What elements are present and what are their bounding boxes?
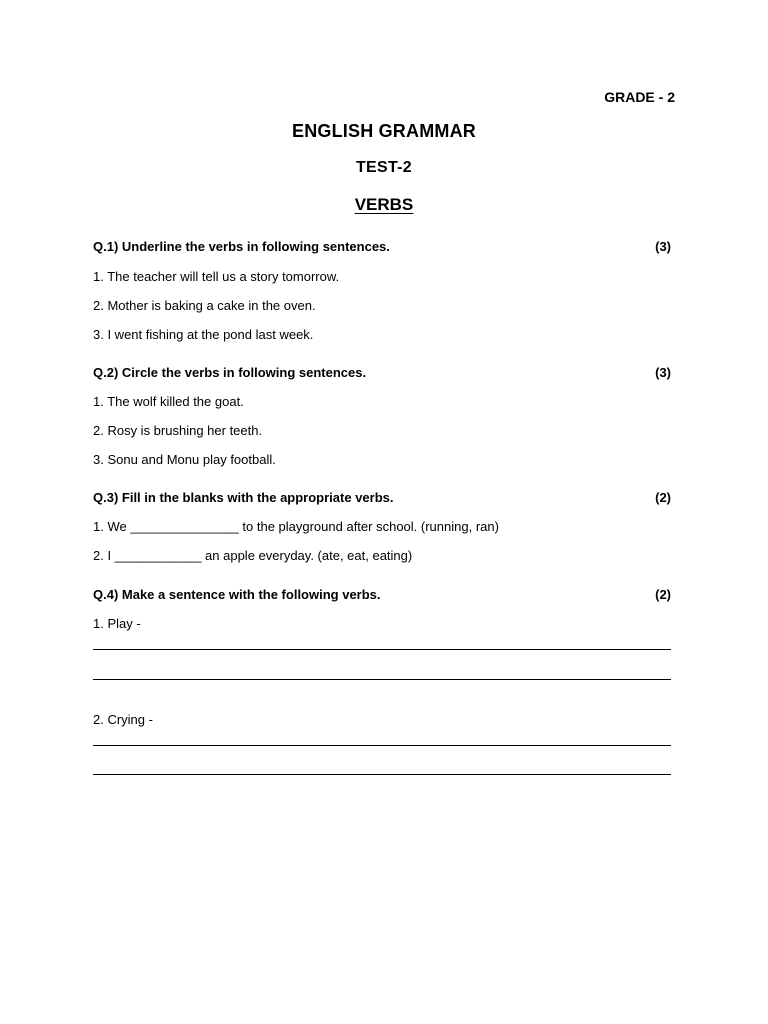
answer-line	[93, 774, 671, 775]
question-2-item: 3. Sonu and Monu play football.	[93, 452, 276, 467]
question-1-item: 3. I went fishing at the pond last week.	[93, 327, 314, 342]
topic-heading	[0, 195, 768, 215]
question-2-heading: Q.2) Circle the verbs in following sentences.	[93, 365, 367, 380]
question-3-heading: Q.3) Fill in the blanks with the appropriate verbs.	[93, 490, 394, 505]
question-2-marks: (3)	[655, 365, 671, 380]
grade-label: GRADE - 2	[604, 89, 675, 105]
answer-line	[93, 679, 671, 680]
question-1-item: 2. Mother is baking a cake in the oven.	[93, 298, 316, 313]
question-4-item: 1. Play -	[93, 616, 141, 631]
question-4-heading: Q.4) Make a sentence with the following verbs.	[93, 587, 381, 602]
question-1-marks: (3)	[655, 239, 671, 254]
answer-line	[93, 649, 671, 650]
question-2-item: 1. The wolf killed the goat.	[93, 394, 244, 409]
question-2-item: 2. Rosy is brushing her teeth.	[93, 423, 263, 438]
question-4-marks: (2)	[655, 587, 671, 602]
topic-text: VERBS	[354, 195, 414, 214]
question-3-item: 1. We _______________ to the playground after school. (running, ran)	[93, 519, 499, 534]
question-4-item: 2. Crying -	[93, 712, 153, 727]
test-label: TEST-2	[355, 159, 413, 176]
question-3-item: 2. I ____________ an apple everyday. (ate, eat, eating)	[93, 548, 413, 563]
answer-line	[93, 745, 671, 746]
question-1-heading: Q.1) Underline the verbs in following sentences.	[93, 239, 390, 254]
page-title: ENGLISH GRAMMAR	[292, 121, 476, 141]
question-3-marks: (2)	[655, 490, 671, 505]
question-1-item: 1. The teacher will tell us a story tomorrow.	[93, 269, 340, 284]
